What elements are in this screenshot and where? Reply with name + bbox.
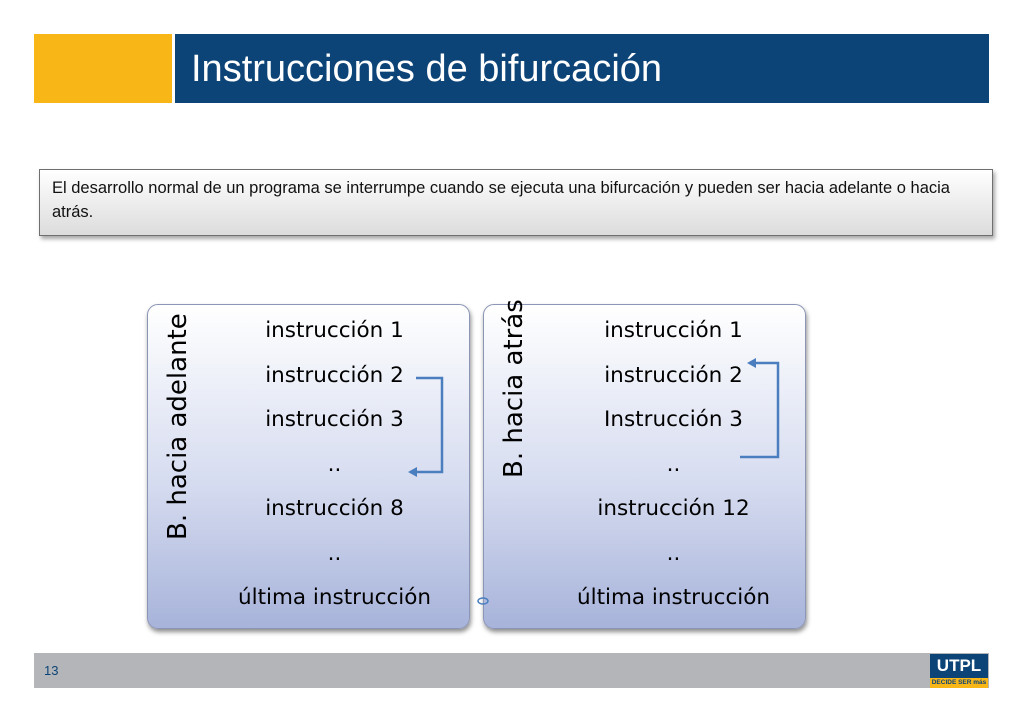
list-item: instrucción 2 [265,362,404,388]
logo-name: UTPL [930,654,988,678]
backward-branch-label-area [484,299,544,628]
list-item: .. [666,540,681,566]
list-item: instrucción 12 [597,496,750,521]
intro-textbox: El desarrollo normal de un programa se interrumpe cuando se ejecuta una bifurcación y pueden ser hacia adelante o hacia atrás. [39,169,993,236]
backward-branch-card [483,299,806,629]
list-item: .. [327,451,342,477]
title-accent-block [34,34,172,103]
list-item: última instrucción [237,585,432,610]
connector-handle-icon [476,596,490,606]
page-number: 13 [44,663,59,678]
list-item: instrucción 2 [604,362,743,388]
backward-jump-arrow-icon [738,355,788,465]
forward-branch-label: B. hacia adelante [163,313,193,540]
list-item: .. [666,451,681,477]
list-item: instrucción 1 [265,318,404,343]
slide-title: Instrucciones de bifurcación [191,48,663,90]
list-item: instrucción 1 [604,318,743,343]
backward-branch-label: B. hacia atrás [499,299,529,478]
utpl-logo [930,654,988,688]
list-item: Instrucción 3 [604,407,743,432]
list-item: instrucción 3 [265,407,404,432]
list-item: última instrucción [576,585,771,610]
logo-tagline: DECIDE SER más [931,679,987,686]
list-item: .. [327,540,342,566]
footer-bar [34,653,989,688]
forward-branch-label-area [148,305,208,628]
list-item: instrucción 8 [265,496,404,521]
title-bar [175,34,989,103]
forward-jump-arrow-icon [404,368,454,480]
